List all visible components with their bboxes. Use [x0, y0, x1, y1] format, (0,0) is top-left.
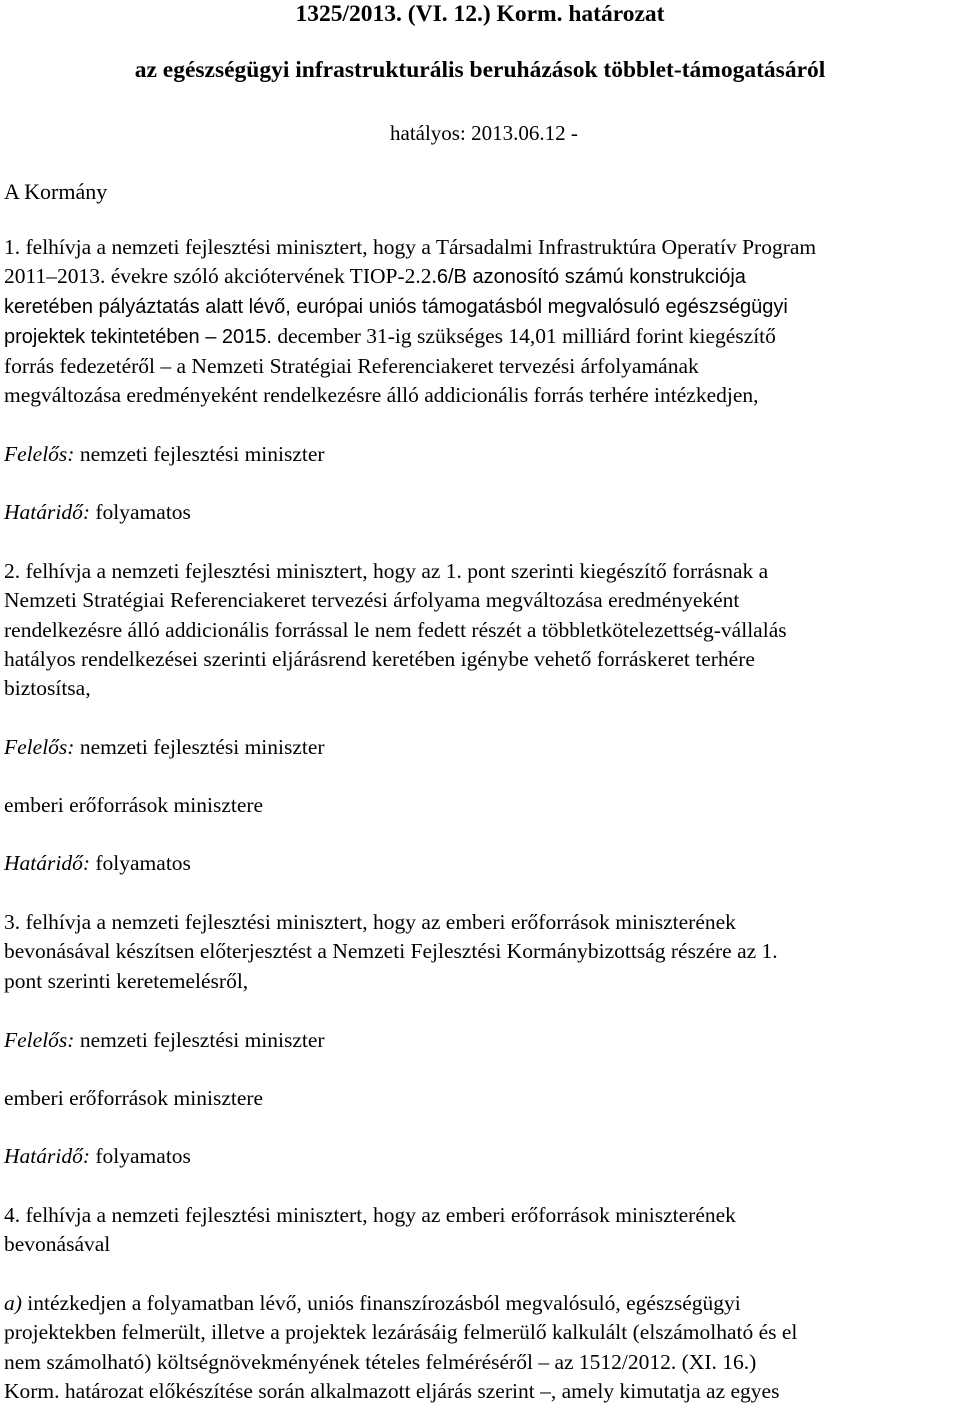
- responsible-2: Felelős: nemzeti fejlesztési miniszter: [4, 735, 325, 759]
- responsible-3-second: emberi erőforrások minisztere: [4, 1086, 264, 1110]
- paragraph-4-line-1: 4. felhívja a nemzeti fejlesztési minisztert, hogy az emberi erőforrások miniszterének: [4, 1203, 736, 1227]
- paragraph-1-line-2: 2011–2013. évekre szóló akciótervének TIOP-2.2.6/B azonosító számú konstrukciója: [4, 264, 746, 289]
- paragraph-2-line-2: Nemzeti Stratégiai Referenciakeret tervezési árfolyama megváltozása eredményeként: [4, 588, 740, 613]
- paragraph-1-line-5: forrás fedezetéről – a Nemzeti Stratégiai Referenciakeret tervezési árfolyamának: [4, 354, 699, 379]
- document-title: 1325/2013. (VI. 12.) Korm. határozat: [295, 1, 665, 27]
- document-subtitle: az egészségügyi infrastrukturális beruházások többlet-támogatásáról: [134, 57, 826, 83]
- responsible-2-second: emberi erőforrások minisztere: [4, 793, 264, 817]
- issuer-heading: A Kormány: [4, 179, 108, 204]
- paragraph-2-line-3: rendelkezésre álló addicionális forrással le nem fedett részét a többletkötelezettség-vállalás: [4, 617, 787, 642]
- paragraph-3-line-1: 3. felhívja a nemzeti fejlesztési minisztert, hogy az emberi erőforrások miniszterének: [4, 910, 736, 934]
- paragraph-4a-line-2: projektekben felmerült, illetve a projektek lezárásáig felmerülő kalkulált (elszámolható és el: [4, 1320, 798, 1345]
- responsible-1: Felelős: nemzeti fejlesztési miniszter: [4, 442, 325, 466]
- paragraph-1: [4, 233, 956, 411]
- paragraph-4: [4, 1201, 956, 1260]
- deadline-2: Határidő: folyamatos: [4, 851, 191, 875]
- effective-date: hatályos: 2013.06.12 -: [390, 121, 578, 145]
- paragraph-3-line-2: bevonásával készítsen előterjesztést a Nemzeti Fejlesztési Kormánybizottság részére az 1.: [4, 939, 778, 964]
- paragraph-4a-line-4: Korm. határozat előkészítése során alkalmazott eljárás szerint –, amely kimutatja az egyes: [4, 1378, 780, 1403]
- paragraph-1-line-3: keretében pályáztatás alatt lévő, európai uniós támogatásból megvalósuló egészségügyi: [4, 295, 788, 318]
- paragraph-3: [4, 908, 956, 996]
- paragraph-4-line-2: bevonásával: [4, 1232, 111, 1257]
- paragraph-2-line-5: biztosítsa,: [4, 676, 91, 701]
- deadline-1: Határidő: folyamatos: [4, 500, 191, 524]
- paragraph-2: [4, 557, 956, 703]
- paragraph-2-line-1: 2. felhívja a nemzeti fejlesztési minisztert, hogy az 1. pont szerinti kiegészítő forrásnak a: [4, 559, 769, 583]
- paragraph-1-line-4: projektek tekintetében – 2015. december 31-ig szükséges 14,01 milliárd forint kiegészítő: [4, 323, 776, 348]
- responsible-3: Felelős: nemzeti fejlesztési miniszter: [4, 1028, 325, 1052]
- paragraph-4a: [4, 1289, 956, 1406]
- paragraph-4a-line-1: a) intézkedjen a folyamatban lévő, uniós finanszírozásból megvalósuló, egészségügyi: [4, 1291, 741, 1315]
- paragraph-3-line-3: pont szerinti keretemelésről,: [4, 968, 249, 993]
- paragraph-1-line-1: 1. felhívja a nemzeti fejlesztési minisztert, hogy a Társadalmi Infrastruktúra Operatív Program: [4, 235, 817, 259]
- paragraph-4a-line-3: nem számolható) költségnövekményének tételes felméréséről – az 1512/2012. (XI. 16.): [4, 1349, 757, 1374]
- paragraph-2-line-4: hatályos rendelkezései szerinti eljárásrend keretében igénybe vehető forráskeret terhére: [4, 646, 755, 671]
- paragraph-1-line-6: megváltozása eredményeként rendelkezésre álló addicionális forrás terhére intézkedjen,: [4, 383, 759, 408]
- deadline-3: Határidő: folyamatos: [4, 1144, 191, 1168]
